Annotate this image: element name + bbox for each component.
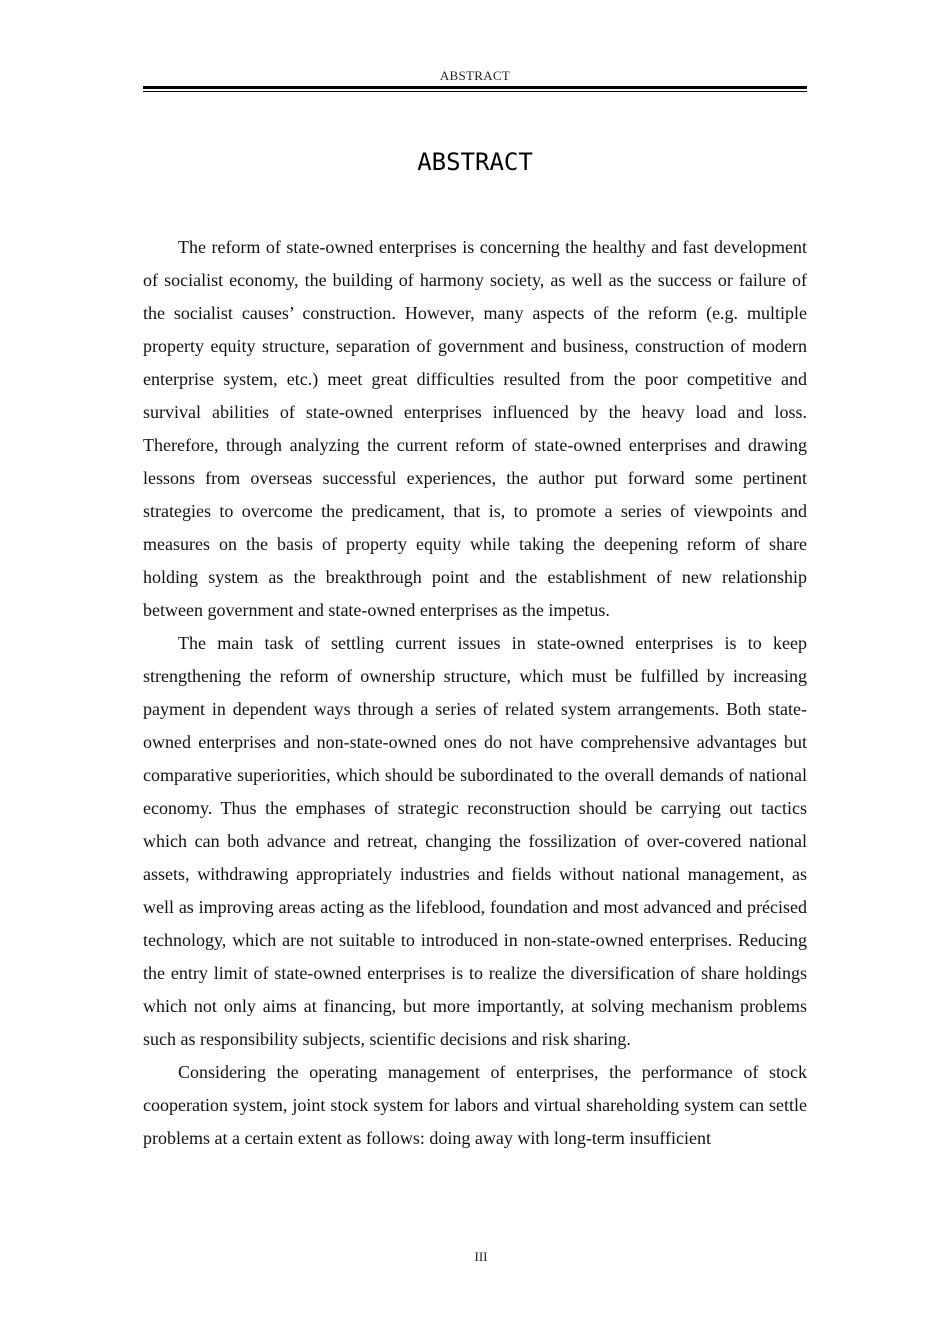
page-number: III <box>474 1249 488 1264</box>
running-header: ABSTRACT <box>439 68 511 83</box>
paragraph-1: The reform of state-owned enterprises is concerning the healthy and fast development of socialist economy, the building of harmony society, as well as the success or failure of the socialist causes’ construction. However, many aspects of the reform (e.g. multiple property equity structure, separation of government and business, construction of modern enterprise system, etc.) meet great difficulties resulted from the poor competitive and survival abilities of state-owned enterprises influenced by the heavy load and loss. Therefore, through analyzing the current reform of state-owned enterprises and drawing lessons from overseas successful experiences, the author put forward some pertinent strategies to overcome the predicament, that is, to promote a series of viewpoints and measures on the basis of property equity while taking the deepening reform of share holding system as the breakthrough point and the establishment of new relationship between government and state-owned enterprises as the impetus. <box>143 237 807 620</box>
page-title: ABSTRACT <box>417 148 533 176</box>
abstract-body <box>143 231 807 1155</box>
paragraph-3: Considering the operating management of enterprises, the performance of stock cooperation system, joint stock system for labors and virtual shareholding system can settle problems at a certain extent as follows: doing away with long-term insufficient <box>143 1062 807 1148</box>
paragraph-2: The main task of settling current issues in state-owned enterprises is to keep strengthening the reform of ownership structure, which must be fulfilled by increasing payment in dependent ways through a series of related system arrangements. Both state-owned enterprises and non-state-owned ones do not have comprehensive advantages but comparative superiorities, which should be subordinated to the overall demands of national economy. Thus the emphases of strategic reconstruction should be carrying out tactics which can both advance and retreat, changing the fossilization of over-covered national assets, withdrawing appropriately industries and fields without national management, as well as improving areas acting as the lifeblood, foundation and most advanced and précised technology, which are not suitable to introduced in non-state-owned enterprises. Reducing the entry limit of state-owned enterprises is to realize the diversification of share holdings which not only aims at financing, but more importantly, at solving mechanism problems such as responsibility subjects, scientific decisions and risk sharing. <box>143 633 807 1049</box>
header-rule-thin <box>143 91 807 92</box>
header-rule-thick <box>143 86 807 89</box>
